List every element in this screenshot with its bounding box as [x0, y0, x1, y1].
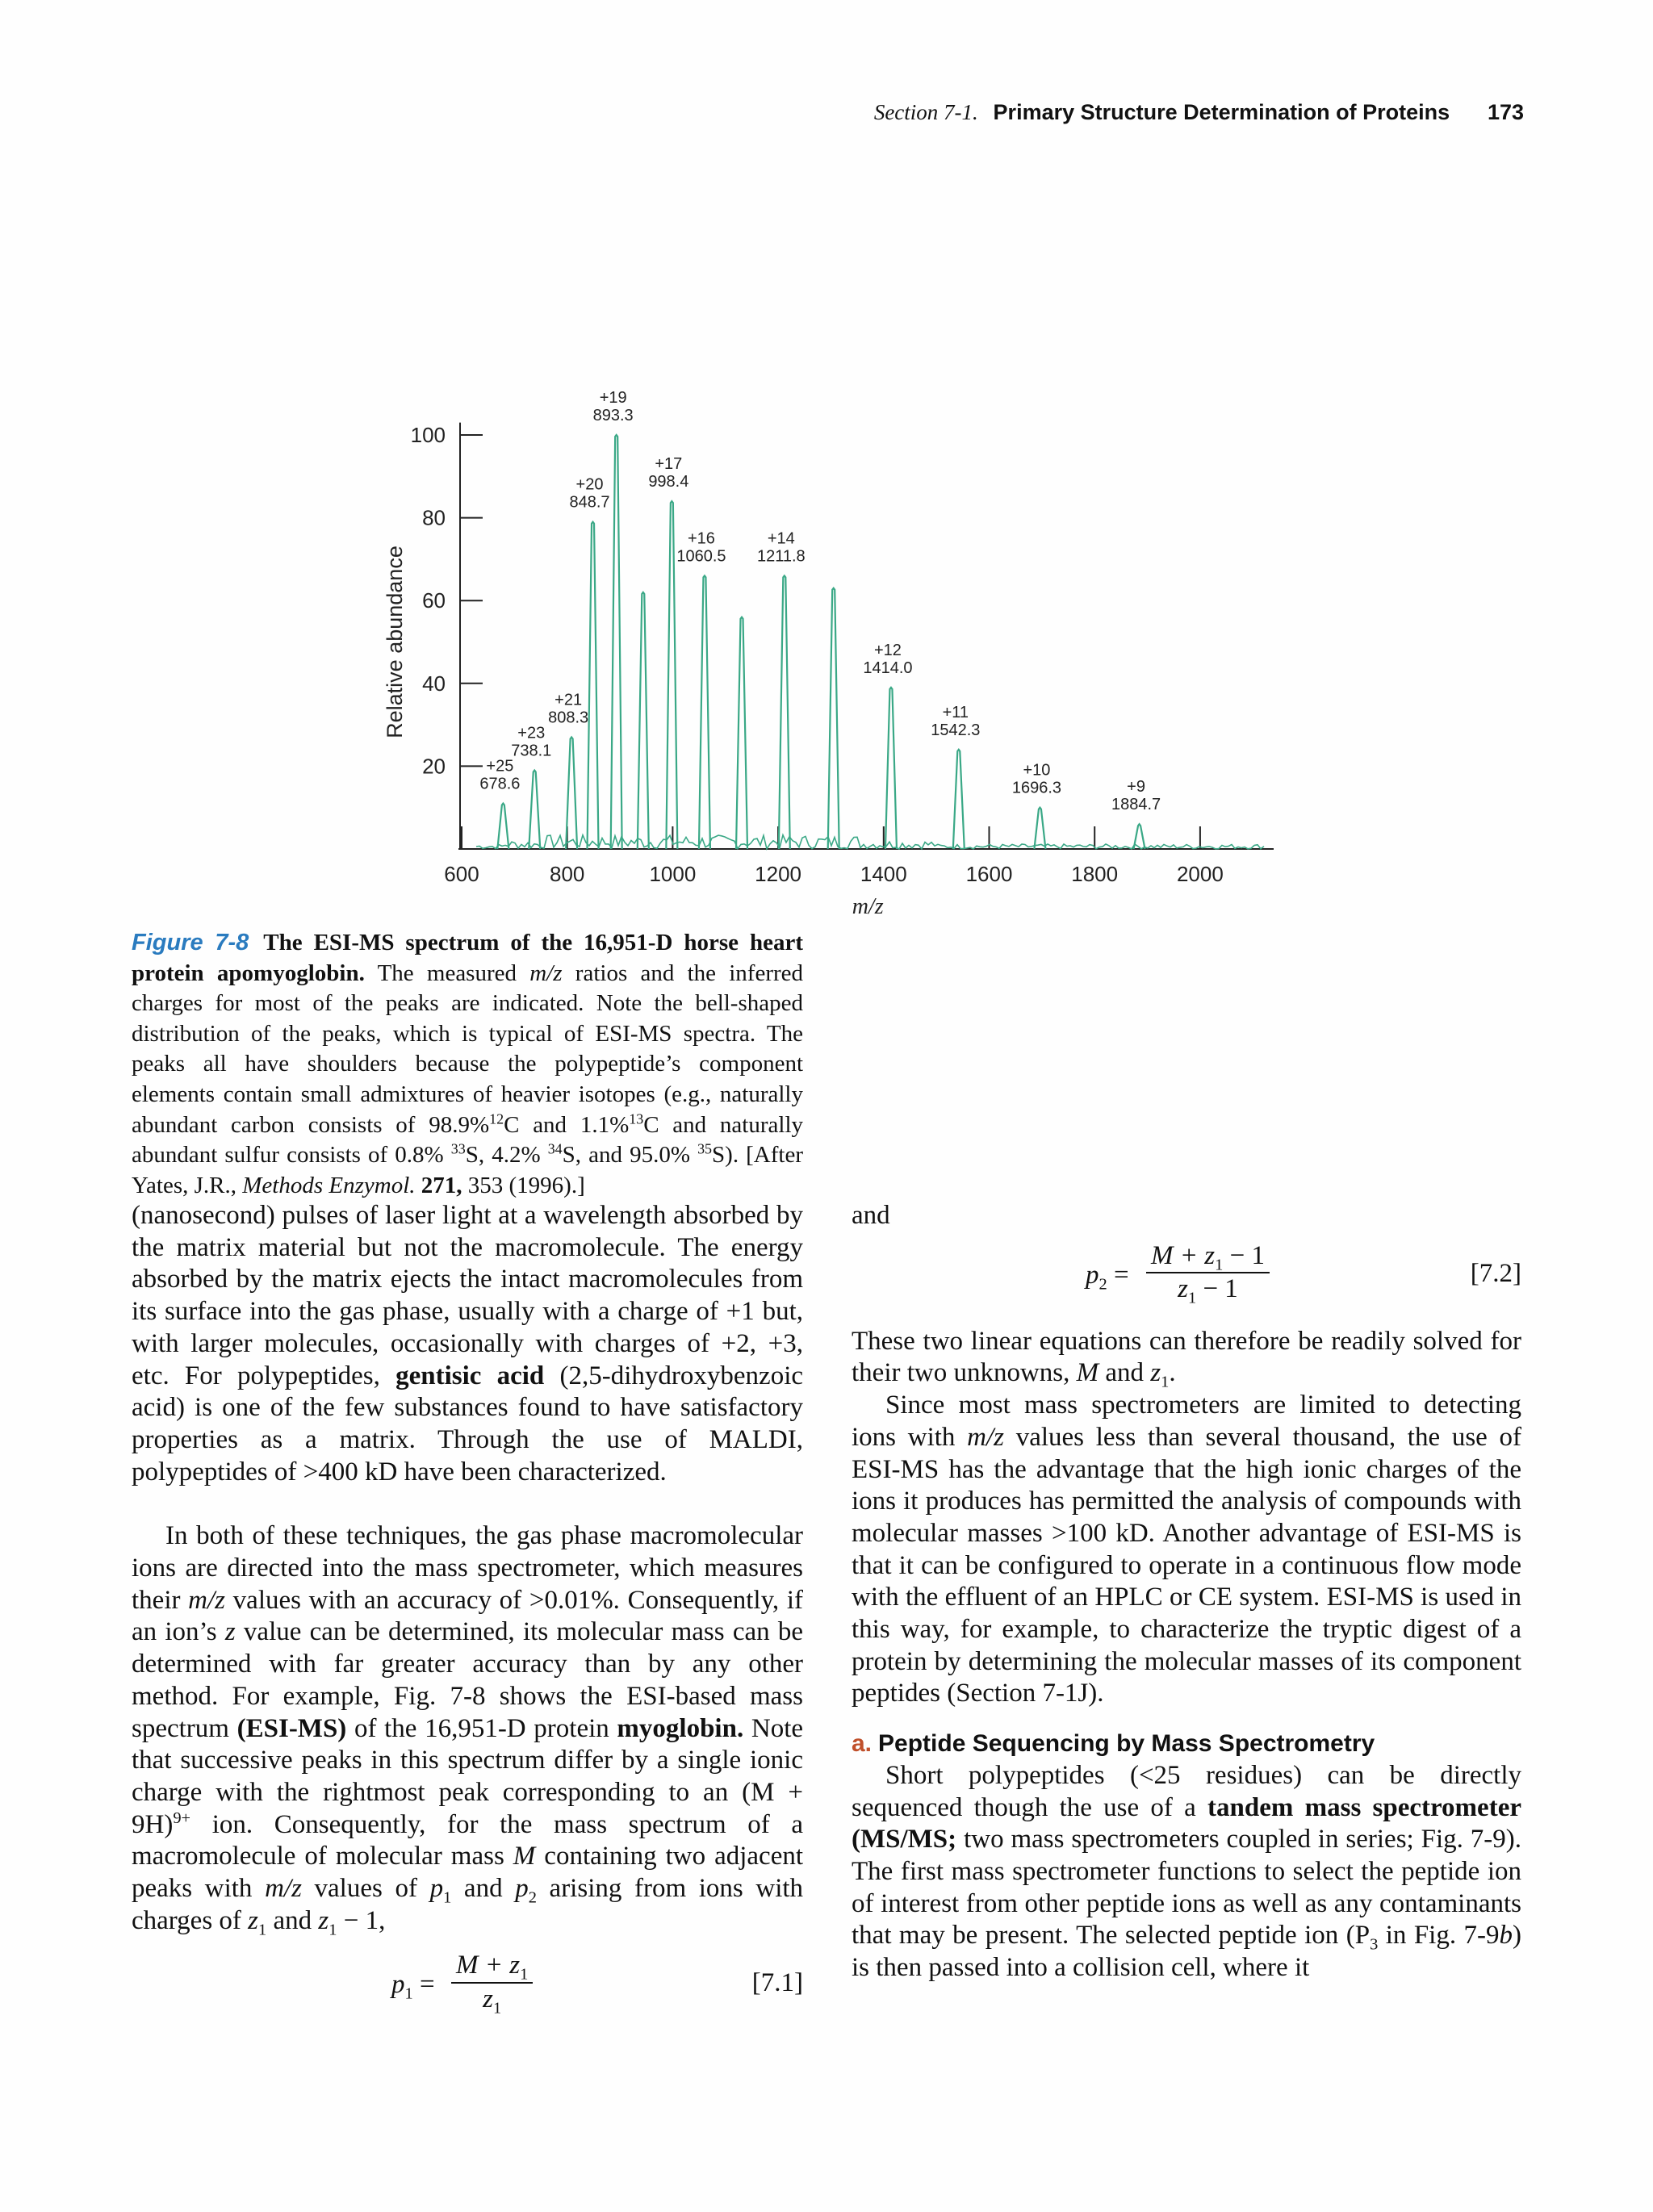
- y-axis-label: Relative abundance: [383, 546, 407, 738]
- x-tick-label: 1800: [1071, 862, 1119, 886]
- peak-charge-label: +16: [687, 529, 715, 548]
- x-tick-label: 1600: [965, 862, 1013, 886]
- peak-mz-label: 1542.3: [931, 721, 981, 739]
- baseline-noise: [476, 835, 1264, 849]
- peak-charge-label: +9: [1127, 778, 1145, 797]
- peak-mz-label: 1884.7: [1111, 796, 1161, 814]
- y-tick-label: 40: [422, 671, 446, 696]
- peak: [953, 750, 965, 849]
- peak-mz-label: 893.3: [592, 407, 634, 424]
- paragraph: Short polypeptides (<25 residues) can be directly sequenced though the use of a tandem mass spectrometer (MS/MS; two mass spectrometers coupled in series; Fig. 7-9). The first mass spectrometer functions to select the peptide ion of interest from other peptide ions as well as any contaminants that may be present. The selected peptide ion ($P_3$ in Fig. 7-9b) is then passed into a collision cell, where it: [852, 1760, 1522, 1983]
- equation-7-2: $p_2$ = $\frac{M + z_1 - 1}{z_1 - 1}$ [7.2]: [1086, 1240, 1521, 1307]
- equation-number: [7.2]: [1470, 1258, 1521, 1288]
- equation-number: [7.1]: [751, 1968, 803, 1998]
- peak-mz-label: 1696.3: [1011, 779, 1062, 797]
- peak-mz-label: 1414.0: [863, 659, 913, 677]
- peak-charge-label: +19: [599, 389, 627, 407]
- chapter-title: Primary Structure Determination of Proteins: [993, 100, 1450, 124]
- y-tick-label: 80: [422, 505, 446, 530]
- peak-charge-label: +23: [517, 724, 546, 742]
- x-tick-label: 1400: [860, 862, 907, 886]
- peak: [588, 522, 599, 849]
- left-column: [132, 1200, 803, 2035]
- section-label: Section 7-1.: [873, 100, 978, 124]
- peak: [529, 771, 540, 849]
- paragraph: In both of these techniques, the gas phase macromolecular ions are directed into the mass spectrometer, which measures their m/z values with an accuracy of >0.01%. Consequently, if an ion’s z value can be determined, its molecular mass can be determined with far greater accuracy than by any other method. For example, Fig. 7-8 shows the ESI-based mass spectrum (ESI-MS) of the 16,951-D protein myoglobin. Note that successive peaks in this spectrum differ by a single ionic charge with the rightmost peak corresponding to an $(M + 9H)^{9+}$ ion. Consequently, for the mass spectrum of a macromolecule of molecular mass M containing two adjacent peaks with m/z values of $p_1$ and $p_2$ arising from ions with charges of $z_1$ and $z_1 - 1$,: [132, 1521, 804, 1939]
- x-tick-label: 800: [550, 862, 585, 886]
- paragraph: (nanosecond) pulses of laser light at a wavelength absorbed by the matrix material but not the macromolecule. The energy absorbed by the matrix ejects the intact macromolecules from its surface into the gas phase, usually with a charge of +1 but, with larger molecules, occasionally with charges of +2, +3, etc. For polypeptides, gentisic acid (2,5-dihydroxybenzoic acid) is one of the few substances found to have satisfactory properties as a matrix. Through the use of MALDI, polypeptides of >400 kD have been characterized.: [132, 1201, 804, 1487]
- peak-mz-label: 1060.5: [676, 547, 726, 566]
- peak-charge-label: +20: [575, 475, 604, 494]
- section-heading: a. Peptide Sequencing by Mass Spectrometry: [852, 1730, 1375, 1758]
- figure-caption: Figure 7-8 The ESI-MS spectrum of the 16,951-D horse heart protein apomyoglobin. The measured m/z ratios and the inferred charges for most of the peaks are indicated. Note the bell-shaped distribution of the peaks, which is typical of ESI-MS spectra. The peaks all have shoulders because the polypeptide’s component elements contain small admixtures of heavier isotopes (e.g., naturally abundant carbon consists of 98.9%$^{12}$C and 1.1%$^{13}$C and naturally abundant sulfur consists of 0.8% $^{33}$S, 4.2% $^{34}$S, and 95.0% $^{35}$S). [After Yates, J.R., Methods Enzymol. 271, 353 (1996).]: [132, 930, 804, 1198]
- peak-mz-label: 998.4: [648, 473, 689, 491]
- x-tick-label: 1200: [755, 862, 802, 886]
- x-tick-label: 2000: [1176, 862, 1224, 886]
- peak: [828, 588, 839, 849]
- peak: [736, 617, 747, 849]
- paragraph: These two linear equations can therefore be readily solved for their two unknowns, M and $z_1$.: [852, 1326, 1521, 1391]
- peak: [699, 575, 710, 849]
- figure-title: The ESI-MS spectrum of the 16,951-D horse heart protein apomyoglobin.: [132, 930, 803, 986]
- peak: [611, 435, 622, 849]
- peak-mz-label: 1211.8: [756, 547, 806, 566]
- peak-mz-label: 738.1: [511, 742, 552, 760]
- peak-charge-label: +12: [873, 641, 902, 659]
- x-axis-label: m/z: [852, 894, 884, 919]
- peak-mz-label: 808.3: [548, 709, 589, 727]
- peak-charge-label: +25: [486, 757, 514, 776]
- peak-charge-label: +11: [942, 703, 969, 721]
- right-column: and $p_2$ = $\frac{M + z_1 - 1}{z_1 - 1}$ [7.2] These two linear equations can therefore be readily solved for their two unknowns, M and $z_1$. Since most mass spectrometers are limited to detecting ions with m/z values less than several thousand, the use of ESI-MS has the advantage that the high ionic charges of the ions it produces has permitted the analysis of compounds with molecular masses >100 kD. Another advantage of ESI-MS is that it can be configured to operate in a continuous flow mode with the effluent of an HPLC or CE system. ESI-MS is used in this way, for example, to characterize the tryptic digest of a protein by determining the molecular masses of its component peptides (Section 7-1J). a. Peptide Sequencing by Mass Spectrometry Short polypeptides (<25 residues) can be directly sequenced though the use of a tandem mass spectrometer (MS/MS; two mass spectrometers coupled in series; Fig. 7-9). The first mass spectrometer functions to select the peptide ion of interest from other peptide ions as well as any contaminants that may be present. The selected peptide ion ($P_3$ in Fig. 7-9b) is then passed into a collision cell, where it: [852, 1200, 1521, 1984]
- equation-7-1: $p_1$ = $\frac{M + z_1}{z_1}$ [7.1]: [391, 1951, 803, 2018]
- running-header: [874, 100, 1524, 125]
- peak: [1034, 808, 1045, 849]
- peak-charge-label: +17: [655, 455, 683, 474]
- x-tick-label: 600: [444, 862, 479, 886]
- chart-labels: [479, 389, 1161, 813]
- peak: [885, 688, 897, 849]
- peak-charge-label: +10: [1023, 761, 1051, 780]
- peak-charge-label: +21: [554, 691, 583, 709]
- peak-mz-label: 848.7: [569, 493, 610, 512]
- esi-ms-spectrum-chart: [355, 178, 1299, 920]
- page-number: 173: [1487, 100, 1524, 124]
- y-tick-label: 60: [422, 588, 446, 613]
- peak: [666, 501, 677, 849]
- peak: [497, 804, 508, 849]
- y-tick-label: 20: [422, 754, 446, 779]
- x-tick-label: 1000: [649, 862, 697, 886]
- y-tick-label: 100: [410, 423, 446, 447]
- peak: [638, 592, 649, 849]
- figure-label: Figure 7-8: [132, 930, 249, 955]
- paragraph: Since most mass spectrometers are limited to detecting ions with m/z values less than several thousand, the use of ESI-MS has the advantage that the high ionic charges of the ions it produces has permitted the analysis of compounds with molecular masses >100 kD. Another advantage of ESI-MS is that it can be configured to operate in a continuous flow mode with the effluent of an HPLC or CE system. ESI-MS is used in this way, for example, to characterize the tryptic digest of a protein by determining the molecular masses of its component peptides (Section 7-1J).: [852, 1390, 1522, 1708]
- peak-mz-label: 678.6: [479, 775, 521, 793]
- peak: [779, 575, 790, 849]
- peak-charge-label: +14: [767, 529, 795, 548]
